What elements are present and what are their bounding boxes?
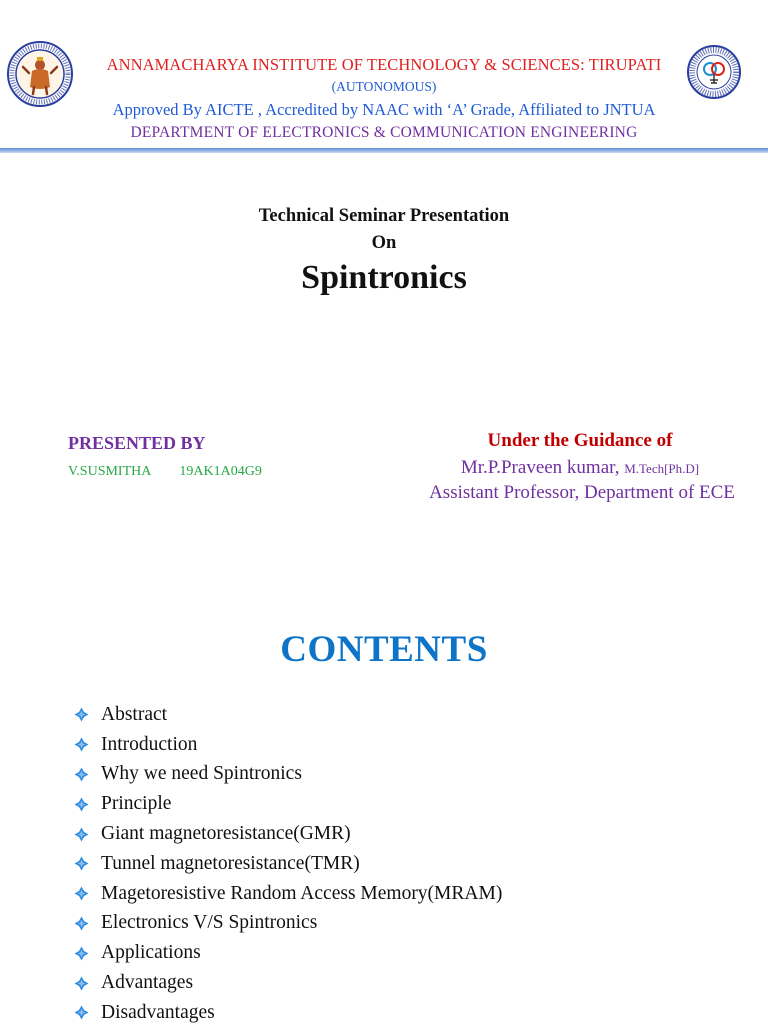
institute-name: ANNAMACHARYA INSTITUTE OF TECHNOLOGY & SCIENCES: TIRUPATI xyxy=(106,55,662,74)
diamond-bullet-icon xyxy=(74,767,101,782)
contents-list xyxy=(74,700,502,1028)
autonomous-label: (AUTONOMOUS) xyxy=(331,79,437,94)
diamond-bullet-icon xyxy=(74,737,101,752)
contents-list-item xyxy=(74,789,502,819)
guide-qualification: M.Tech[Ph.D] xyxy=(624,461,700,476)
diamond-bullet-icon xyxy=(74,976,101,991)
contents-item-label: Introduction xyxy=(101,733,198,755)
contents-item-label: Tunnel magnetoresistance(TMR) xyxy=(101,852,360,874)
guidance-label: Under the Guidance of xyxy=(487,430,673,451)
contents-list-item xyxy=(74,760,502,790)
guide-designation: Assistant Professor, Department of ECE xyxy=(429,482,735,503)
contents-list-item xyxy=(74,998,502,1028)
diamond-bullet-icon xyxy=(74,1005,101,1020)
contents-item-label: Disadvantages xyxy=(101,1001,215,1023)
diamond-bullet-icon xyxy=(74,856,101,871)
contents-list-item xyxy=(74,700,502,730)
diamond-bullet-icon xyxy=(74,946,101,961)
diamond-bullet-icon xyxy=(74,797,101,812)
presented-by-label: PRESENTED BY xyxy=(68,433,206,453)
contents-item-label: Electronics V/S Spintronics xyxy=(101,912,318,934)
contents-list-item xyxy=(74,968,502,998)
contents-item-label: Applications xyxy=(101,942,201,964)
header-divider xyxy=(0,148,768,153)
contents-list-item xyxy=(74,730,502,760)
on-label: On xyxy=(371,233,397,253)
contents-item-label: Abstract xyxy=(101,703,168,725)
contents-list-item xyxy=(74,909,502,939)
diamond-bullet-icon xyxy=(74,827,101,842)
contents-list-item xyxy=(74,938,502,968)
contents-item-label: Advantages xyxy=(101,972,194,994)
seminar-label: Technical Seminar Presentation xyxy=(258,206,510,226)
institute-emblem-icon xyxy=(7,41,73,107)
contents-item-label: Why we need Spintronics xyxy=(101,763,302,785)
contents-item-label: Giant magnetoresistance(GMR) xyxy=(101,823,351,845)
diamond-bullet-icon xyxy=(74,886,101,901)
contents-list-item xyxy=(74,819,502,849)
contents-list-item xyxy=(74,849,502,879)
guide-info xyxy=(410,457,750,479)
student-name: V.SUSMITHA xyxy=(68,464,152,479)
diamond-bullet-icon xyxy=(74,916,101,931)
presentation-topic: Spintronics xyxy=(301,259,467,296)
contents-list-item xyxy=(74,879,502,909)
diamond-bullet-icon xyxy=(74,707,101,722)
student-info xyxy=(68,464,262,480)
department-name: DEPARTMENT OF ELECTRONICS & COMMUNICATION ENGINEERING xyxy=(130,124,638,141)
contents-item-label: Magetoresistive Random Access Memory(MRAM) xyxy=(101,882,503,904)
guide-name: Mr.P.Praveen kumar, xyxy=(460,457,620,478)
contents-title: CONTENTS xyxy=(280,629,488,670)
approval-line: Approved By AICTE , Accredited by NAAC with ‘A’ Grade, Affiliated to JNTUA xyxy=(112,100,656,119)
contents-item-label: Principle xyxy=(101,793,172,815)
student-roll-number: 19AK1A04G9 xyxy=(179,464,262,479)
